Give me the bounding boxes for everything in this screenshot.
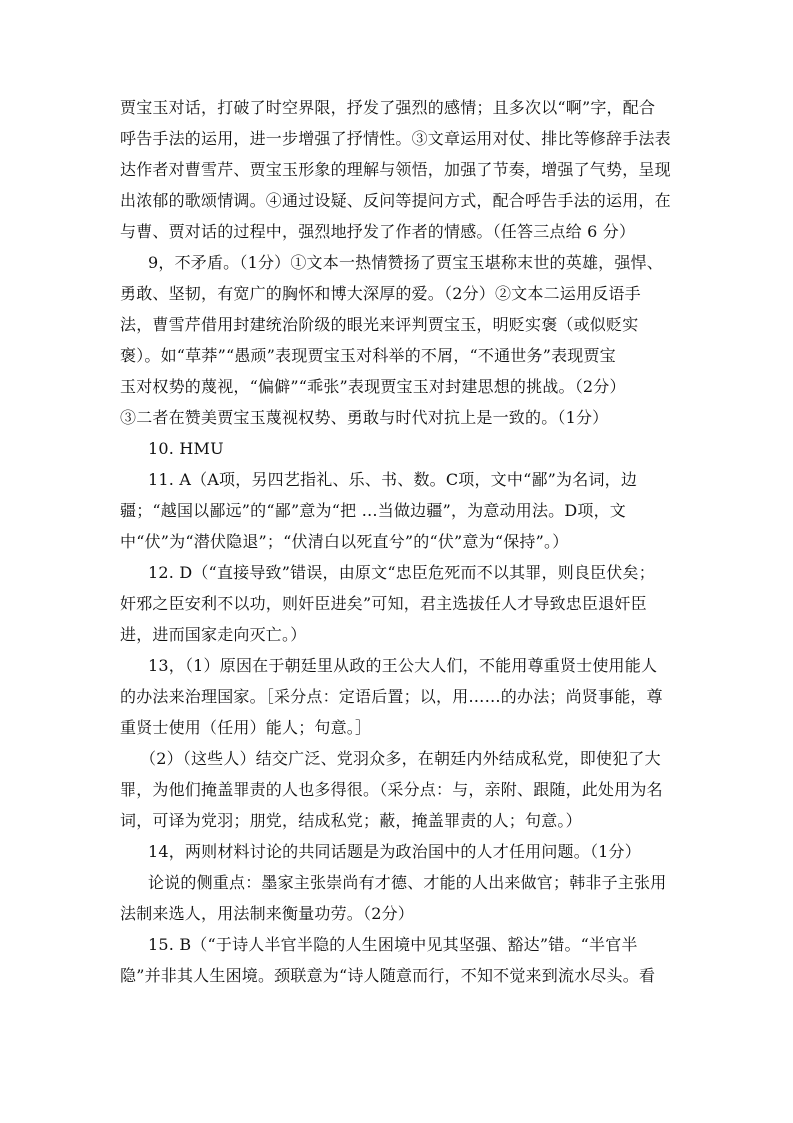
text-line: 隐”并非其人生困境。颈联意为“诗人随意而行，不知不觉来到流水尽头。看 [120,966,656,985]
text-line: 词，可译为党羽；朋党，结成私党；蔽，掩盖罪责的人；句意。） [120,811,582,830]
answer-15-start: 15. B（“于诗人半官半隐的人生困境中见其坚强、豁达”错。“半官半 [148,935,638,954]
text-line: 与曹、贾对话的过程中，强烈地抒发了作者的情感。（任答三点给 6 分） [120,222,636,241]
answer-14-emphasis: 论说的侧重点：墨家主张崇尚有才德、才能的人出来做官；韩非子主张用 [148,873,667,892]
text-line: 疆；“越国以鄙远”的“鄙”意为“把 …当做边疆”，为意动用法。D项，文 [120,501,626,520]
text-line: 法，曹雪芹借用封建统治阶级的眼光来评判贾宝玉，明贬实褒（或似贬实 [120,315,639,334]
answer-text-body [120,92,680,991]
answer-9-start: 9，不矛盾。（1分）①文本一热情赞扬了贾宝玉堪称末世的英雄，强悍、 [148,253,663,272]
text-line: 中“伏”为“潜伏隐退”；“伏清白以死直兮”的“伏”意为“保持”。） [120,532,569,551]
answer-13-start: 13，（1）原因在于朝廷里从政的王公大人们，不能用尊重贤士使用能人 [148,656,658,675]
answer-12-start: 12. D（“直接导致”错误，由原文“忠臣危死而不以其罪，则良臣伏矣； [148,563,655,582]
text-line: 呼告手法的运用，进一步增强了抒情性。③文章运用对仗、排比等修辞手法表 [120,129,671,148]
text-line: 奸邪之臣安利不以功，则奸臣进矣”可知，君主选拔任人才导致忠臣退奸臣 [120,594,647,613]
text-line: 出浓郁的歌颂情调。④通过设疑、反问等提问方式，配合呼告手法的运用，在 [120,191,671,210]
text-line: 贾宝玉对话，打破了时空界限，抒发了强烈的感情；且多次以“啊”字，配合 [120,98,656,117]
text-line: 法制来选人，用法制来衡量功劳。（2分） [120,904,414,923]
text-line: 褒）。如“草莽”“愚顽”表现贾宝玉对科举的不屑，“不通世务”表现贾宝 [120,346,616,365]
text-line: 玉对权势的蔑视，“偏僻”“乖张”表现贾宝玉对封建思想的挑战。（2分） [120,377,626,396]
text-line: 重贤士使用（任用）能人；句意。］ [120,718,372,737]
text-line: 勇敢、坚韧，有宽广的胸怀和博大深厚的爱。（2分）②文本二运用反语手 [120,284,641,303]
text-line: ③二者在赞美贾宝玉蔑视权势、勇敢与时代对抗上是一致的。（1分） [120,408,609,427]
text-line: 罪，为他们掩盖罪责的人也多得很。（采分点：与，亲附、跟随，此处用为名 [120,780,663,799]
answer-14-start: 14，两则材料讨论的共同话题是为政治国中的人才任用问题。（1分） [148,842,641,861]
answer-10: 10. HMU [148,439,224,458]
text-line: 进，进而国家走向灭亡。） [120,625,307,644]
text-line: 达作者对曹雪芹、贾宝玉形象的理解与领悟，加强了节奏，增强了气势，呈现 [120,160,671,179]
text-line: 的办法来治理国家。［采分点：定语后置；以，用……的办法；尚贤事能，尊 [120,687,663,706]
answer-13-part-2: （2）（这些人）结交广泛、党羽众多，在朝廷内外结成私党，即使犯了大 [140,749,661,768]
answer-11-start: 11. A（A项，另四艺指礼、乐、书、数。C项，文中“鄙”为名词，边 [148,470,638,489]
